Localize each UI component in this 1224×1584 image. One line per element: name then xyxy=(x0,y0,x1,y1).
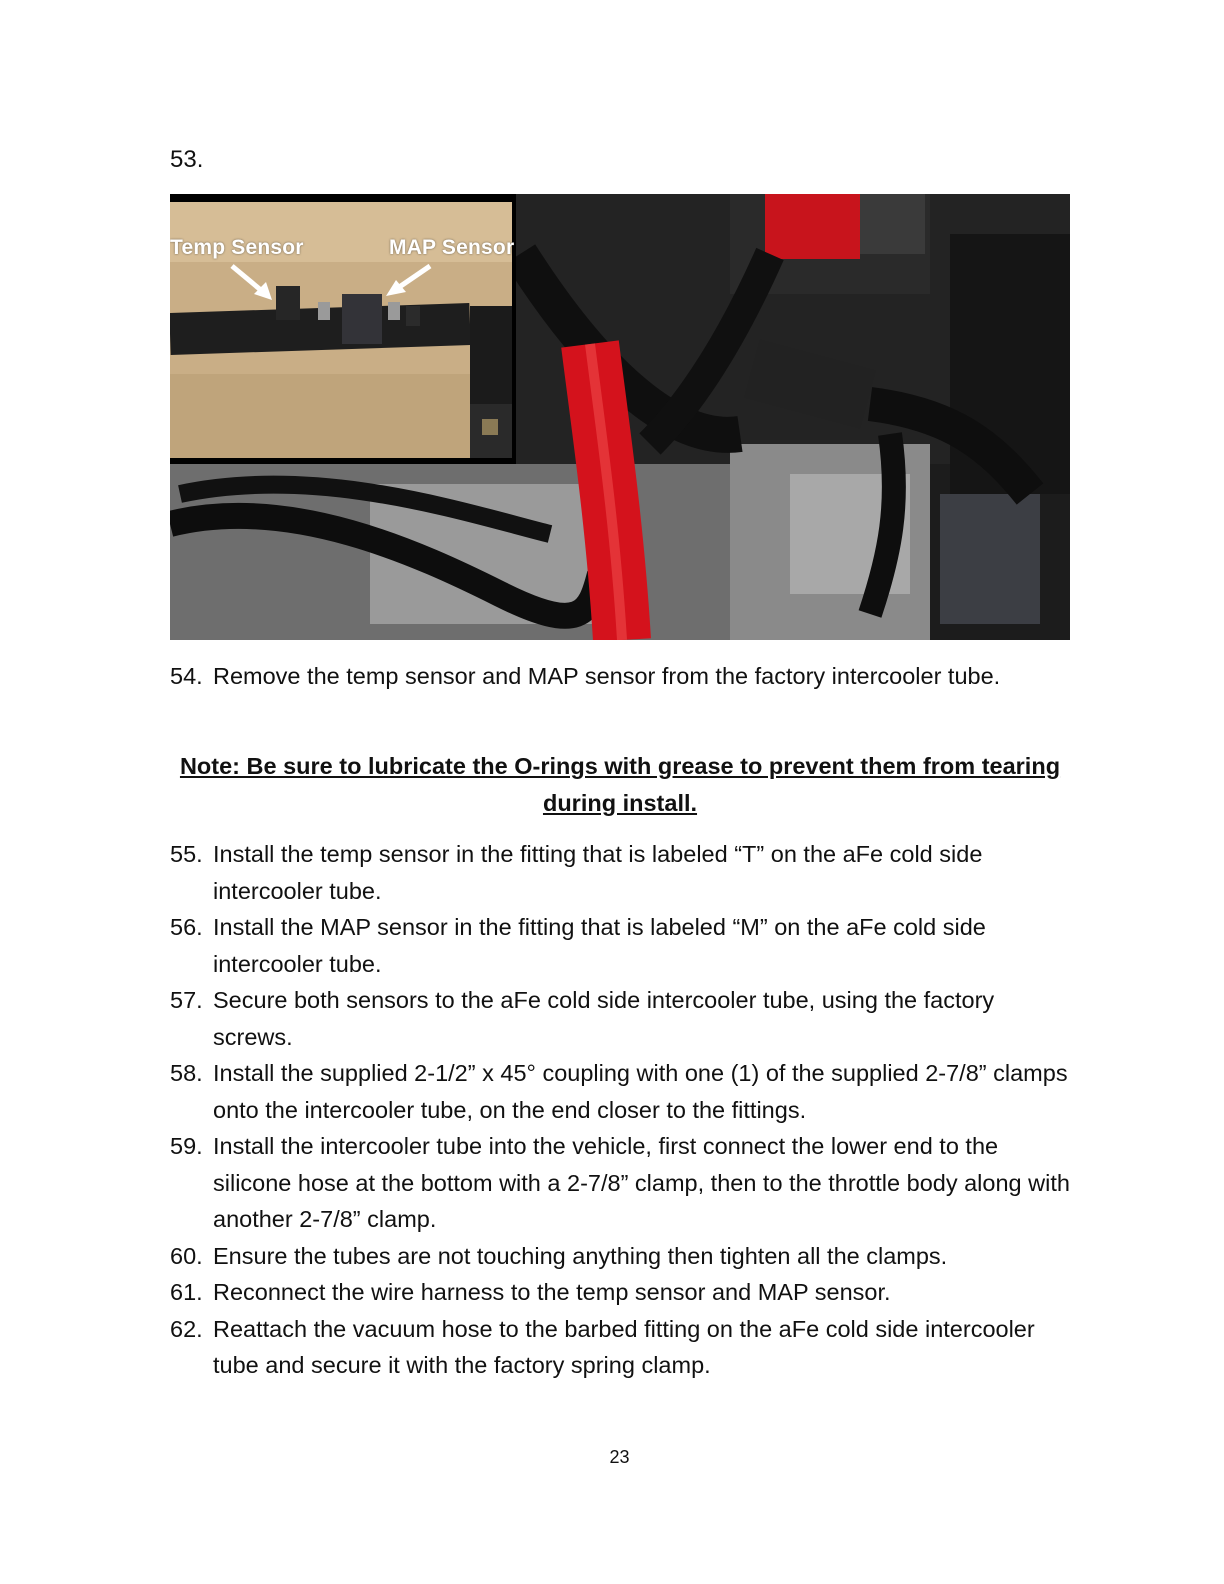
step-number: 58. xyxy=(170,1060,203,1086)
list-item xyxy=(170,1055,1070,1128)
list-item xyxy=(170,658,1070,695)
engine-bay-photo xyxy=(170,194,1070,640)
map-sensor-label: MAP Sensor xyxy=(389,236,515,259)
list-item xyxy=(170,1128,1070,1238)
step-text: Install the supplied 2-1/2” x 45° coupling with one (1) of the supplied 2-7/8” clamps onto the intercooler tube, on the end closer to the fittings. xyxy=(213,1060,1068,1123)
step-text: Reattach the vacuum hose to the barbed fitting on the aFe cold side intercooler tube and secure it with the factory spring clamp. xyxy=(213,1315,1035,1378)
step-list-top xyxy=(170,658,1070,695)
list-item xyxy=(170,1274,1070,1311)
list-item xyxy=(170,836,1070,909)
list-item xyxy=(170,1311,1070,1384)
list-item xyxy=(170,1238,1070,1275)
step-number: 56. xyxy=(170,914,203,940)
step-text: Ensure the tubes are not touching anything then tighten all the clamps. xyxy=(213,1242,948,1269)
step-number: 57. xyxy=(170,987,203,1013)
step-text: Install the MAP sensor in the fitting that is labeled “M” on the aFe cold side intercooler tube. xyxy=(213,914,986,977)
step-text: Reconnect the wire harness to the temp sensor and MAP sensor. xyxy=(213,1279,891,1305)
step-53-label: 53. xyxy=(170,146,204,173)
step-number: 60. xyxy=(170,1242,203,1269)
step-text: Install the temp sensor in the fitting that is labeled “T” on the aFe cold side intercooler tube. xyxy=(213,841,983,904)
grease-note: Note: Be sure to lubricate the O-rings with grease to prevent them from tearing during install. xyxy=(179,753,1061,816)
list-item xyxy=(170,909,1070,982)
page-number: 23 xyxy=(609,1447,630,1467)
step-text: Secure both sensors to the aFe cold side intercooler tube, using the factory screws. xyxy=(213,987,995,1050)
step-number: 55. xyxy=(170,841,203,867)
list-item xyxy=(170,982,1070,1055)
step-number: 54. xyxy=(170,663,203,689)
step-text: Remove the temp sensor and MAP sensor from the factory intercooler tube. xyxy=(213,663,1001,689)
step-number: 61. xyxy=(170,1279,203,1305)
step-list xyxy=(170,836,1070,1384)
step-number: 62. xyxy=(170,1315,203,1342)
step-number: 59. xyxy=(170,1133,203,1159)
temp-sensor-label: Temp Sensor xyxy=(170,236,304,259)
step-text: Install the intercooler tube into the vehicle, first connect the lower end to the silicone hose at the bottom with a 2-7/8” clamp, then to the throttle body along with another 2-7/8” clamp. xyxy=(213,1133,1070,1232)
